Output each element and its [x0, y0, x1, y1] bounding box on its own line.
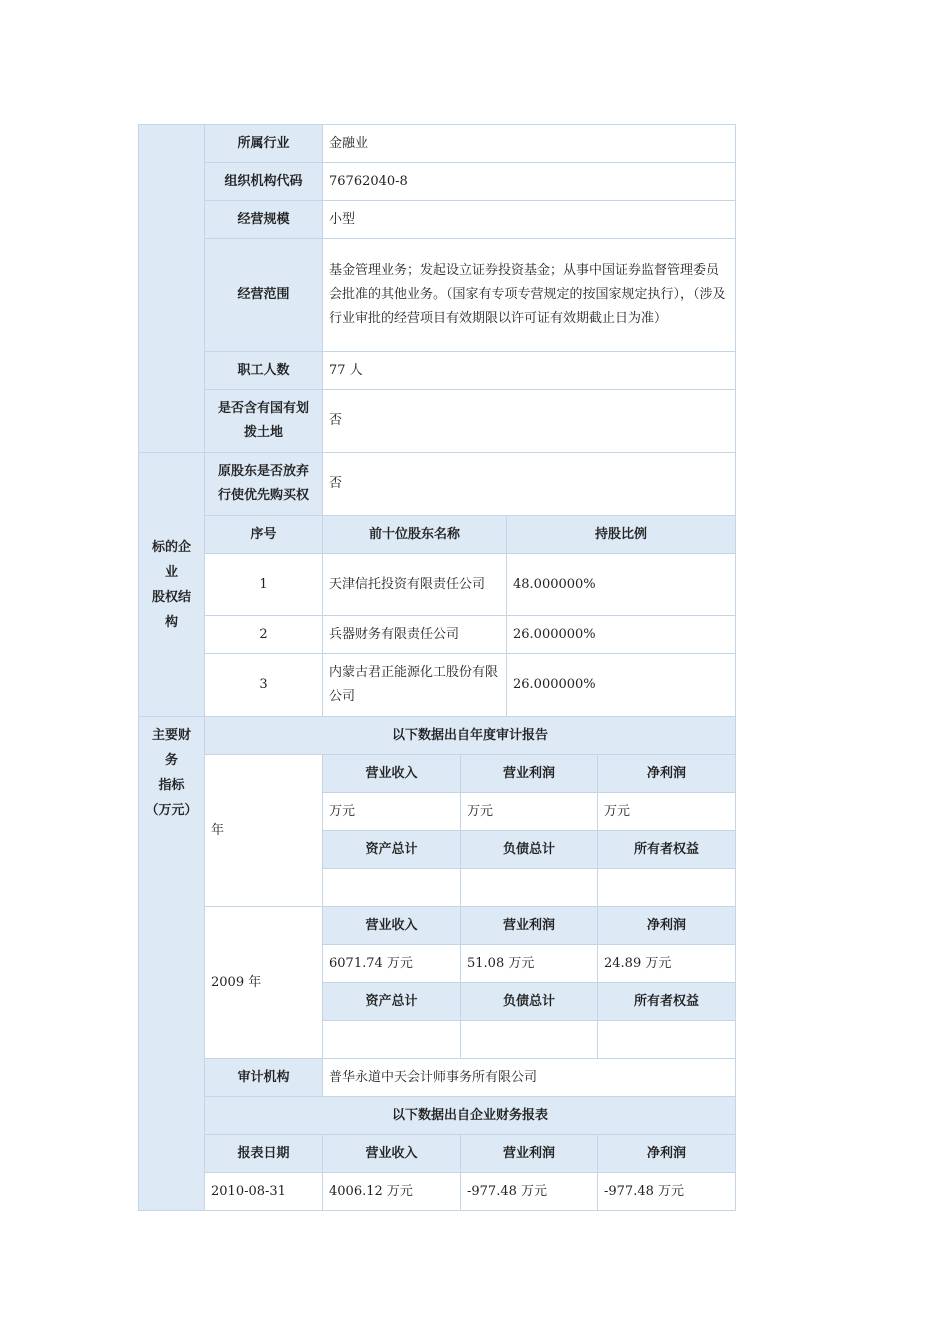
op-profit-value: 万元 [461, 793, 598, 831]
shareholder-name: 天津信托投资有限责任公司 [323, 554, 507, 616]
employees-label: 职工人数 [205, 352, 323, 390]
equity-header: 所有者权益 [598, 831, 736, 869]
auditor-label: 审计机构 [205, 1059, 323, 1097]
net-profit-header: 净利润 [598, 755, 736, 793]
assets-value [323, 869, 461, 907]
scale-label: 经营规模 [205, 201, 323, 239]
liabilities-header: 负债总计 [461, 831, 598, 869]
org-code-value: 76762040-8 [323, 163, 736, 201]
assets-header: 资产总计 [323, 831, 461, 869]
state-land-value: 否 [323, 390, 736, 453]
shareholder-name: 兵器财务有限责任公司 [323, 616, 507, 654]
table-row [139, 616, 736, 654]
year-label: 2009 年 [205, 907, 323, 1059]
table-row [139, 654, 736, 717]
business-scope-value: 基金管理业务；发起设立证券投资基金；从事中国证券监督管理委员会批准的其他业务。（国家有专项专营规定的按国家规定执行），（涉及行业审批的经营项目有效期限以许可证有效期截止日为准） [323, 239, 736, 352]
year-label: 年 [205, 755, 323, 907]
shareholder-name-header: 前十位股东名称 [323, 516, 507, 554]
report-date-header: 报表日期 [205, 1135, 323, 1173]
shareholding-ratio-header: 持股比例 [507, 516, 736, 554]
table-row [139, 1173, 736, 1211]
audit-heading: 以下数据出自年度审计报告 [205, 717, 736, 755]
shareholder-name: 内蒙古君正能源化工股份有限公司 [323, 654, 507, 717]
shareholder-no-header: 序号 [205, 516, 323, 554]
report-op-profit-value: -977.48 万元 [461, 1173, 598, 1211]
preemption-value: 否 [323, 453, 736, 516]
assets-header: 资产总计 [323, 983, 461, 1021]
preemption-label: 原股东是否放弃 行使优先购买权 [205, 453, 323, 516]
finance-section-label: 主要财 务 指标 （万元） [139, 717, 205, 1211]
report-op-profit-header: 营业利润 [461, 1135, 598, 1173]
shareholding-ratio: 48.000000% [507, 554, 736, 616]
op-profit-header: 营业利润 [461, 907, 598, 945]
liabilities-value [461, 1021, 598, 1059]
shareholder-no: 1 [205, 554, 323, 616]
revenue-value: 万元 [323, 793, 461, 831]
revenue-header: 营业收入 [323, 907, 461, 945]
equity-value [598, 1021, 736, 1059]
op-profit-header: 营业利润 [461, 755, 598, 793]
net-profit-header: 净利润 [598, 907, 736, 945]
table-row [139, 554, 736, 616]
shareholding-ratio: 26.000000% [507, 616, 736, 654]
industry-label: 所属行业 [205, 125, 323, 163]
report-net-profit-value: -977.48 万元 [598, 1173, 736, 1211]
industry-value: 金融业 [323, 125, 736, 163]
net-profit-value: 万元 [598, 793, 736, 831]
assets-value [323, 1021, 461, 1059]
revenue-header: 营业收入 [323, 755, 461, 793]
liabilities-header: 负债总计 [461, 983, 598, 1021]
business-scope-label: 经营范围 [205, 239, 323, 352]
equity-value [598, 869, 736, 907]
shareholder-no: 3 [205, 654, 323, 717]
liabilities-value [461, 869, 598, 907]
org-code-label: 组织机构代码 [205, 163, 323, 201]
auditor-value: 普华永道中天会计师事务所有限公司 [323, 1059, 736, 1097]
report-net-profit-header: 净利润 [598, 1135, 736, 1173]
equity-header: 所有者权益 [598, 983, 736, 1021]
enterprise-info-table [138, 124, 736, 1211]
scale-value: 小型 [323, 201, 736, 239]
report-revenue-header: 营业收入 [323, 1135, 461, 1173]
revenue-value: 6071.74 万元 [323, 945, 461, 983]
state-land-label: 是否含有国有划 拨土地 [205, 390, 323, 453]
net-profit-value: 24.89 万元 [598, 945, 736, 983]
report-heading: 以下数据出自企业财务报表 [205, 1097, 736, 1135]
report-date-value: 2010-08-31 [205, 1173, 323, 1211]
shareholding-ratio: 26.000000% [507, 654, 736, 717]
op-profit-value: 51.08 万元 [461, 945, 598, 983]
basic-section-label [139, 125, 205, 453]
employees-value: 77 人 [323, 352, 736, 390]
equity-section-label: 标的企 业 股权结 构 [139, 453, 205, 717]
report-revenue-value: 4006.12 万元 [323, 1173, 461, 1211]
shareholder-no: 2 [205, 616, 323, 654]
